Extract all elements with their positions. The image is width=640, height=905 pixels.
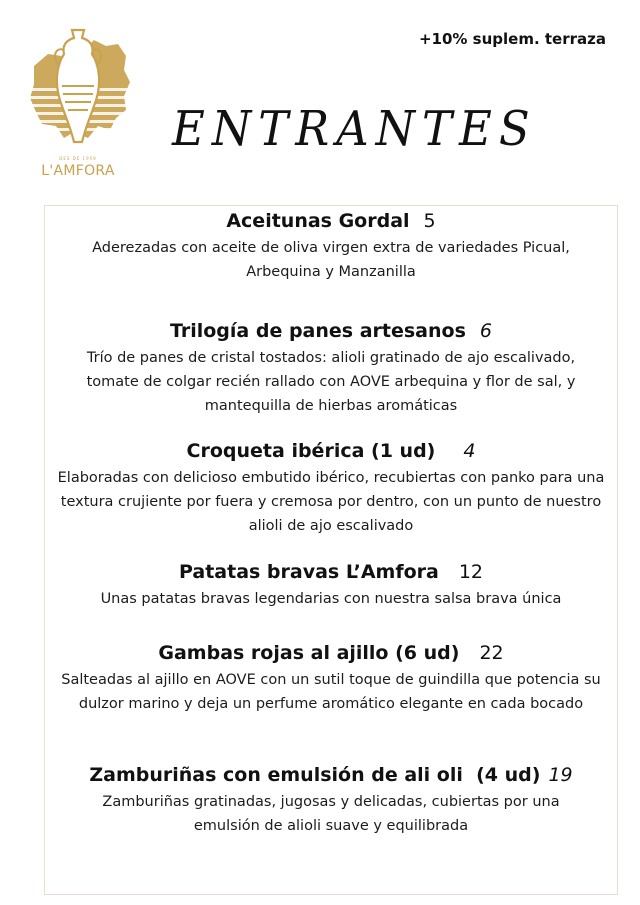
dish-description: Unas patatas bravas legendarias con nuestra salsa brava única [100, 591, 562, 607]
dish-price: 19 [548, 764, 573, 786]
dish-item [44, 559, 618, 611]
dish-header [44, 640, 618, 666]
dish-item [44, 318, 618, 418]
dish-header [44, 208, 618, 234]
dish-header [44, 762, 618, 788]
logo-since-text: DES DE 1959 [59, 156, 97, 161]
dish-name: Aceitunas Gordal [226, 210, 410, 232]
dish-name: Gambas rojas al ajillo (6 ud) [158, 642, 460, 664]
amphora-logo-icon [28, 26, 132, 156]
dish-description: Salteadas al ajillo en AOVE con un sutil toque de guindilla que potencia su dulzor marino y deja un perfume aromático elegante en cada bocado [61, 672, 601, 712]
dish-item [44, 762, 618, 838]
dish-item [44, 438, 618, 538]
logo-name-text: L'AMFORA [41, 163, 115, 179]
dish-price: 5 [423, 210, 436, 232]
dish-name: Patatas bravas L’Amfora [178, 561, 439, 583]
dish-price: 6 [479, 320, 492, 342]
dish-description: Aderezadas con aceite de oliva virgen extra de variedades Picual, Arbequina y Manzanilla [92, 240, 570, 280]
dish-price: 4 [463, 440, 476, 462]
dish-item [44, 640, 618, 716]
dish-header [44, 438, 618, 464]
dish-name: Croqueta ibérica (1 ud) [186, 440, 436, 462]
restaurant-logo [28, 26, 132, 186]
dish-price: 12 [458, 561, 484, 583]
dish-description: Elaboradas con delicioso embutido ibérico, recubiertas con panko para una textura crujiente por fuera y cremosa por dentro, con un punto de nuestro alioli de ajo escalivado [57, 470, 605, 534]
dish-header [44, 559, 618, 585]
terrace-surcharge-note: +10% suplem. terraza [418, 30, 606, 48]
dish-name: Trilogía de panes artesanos [169, 320, 466, 342]
dish-header [44, 318, 618, 344]
dish-description: Zamburiñas gratinadas, jugosas y delicadas, cubiertas por una emulsión de alioli suave y equilibrada [102, 794, 560, 834]
dish-description: Trío de panes de cristal tostados: alioli gratinado de ajo escalivado, tomate de colgar recién rallado con AOVE arbequina y flor de sal, y mantequilla de hierbas aromáticas [86, 350, 576, 414]
dish-item [44, 208, 618, 284]
dish-price: 22 [479, 642, 504, 664]
page-title: ENTRANTES [172, 100, 537, 157]
dish-name: Zamburiñas con emulsión de ali oli (4 ud) [89, 764, 541, 786]
